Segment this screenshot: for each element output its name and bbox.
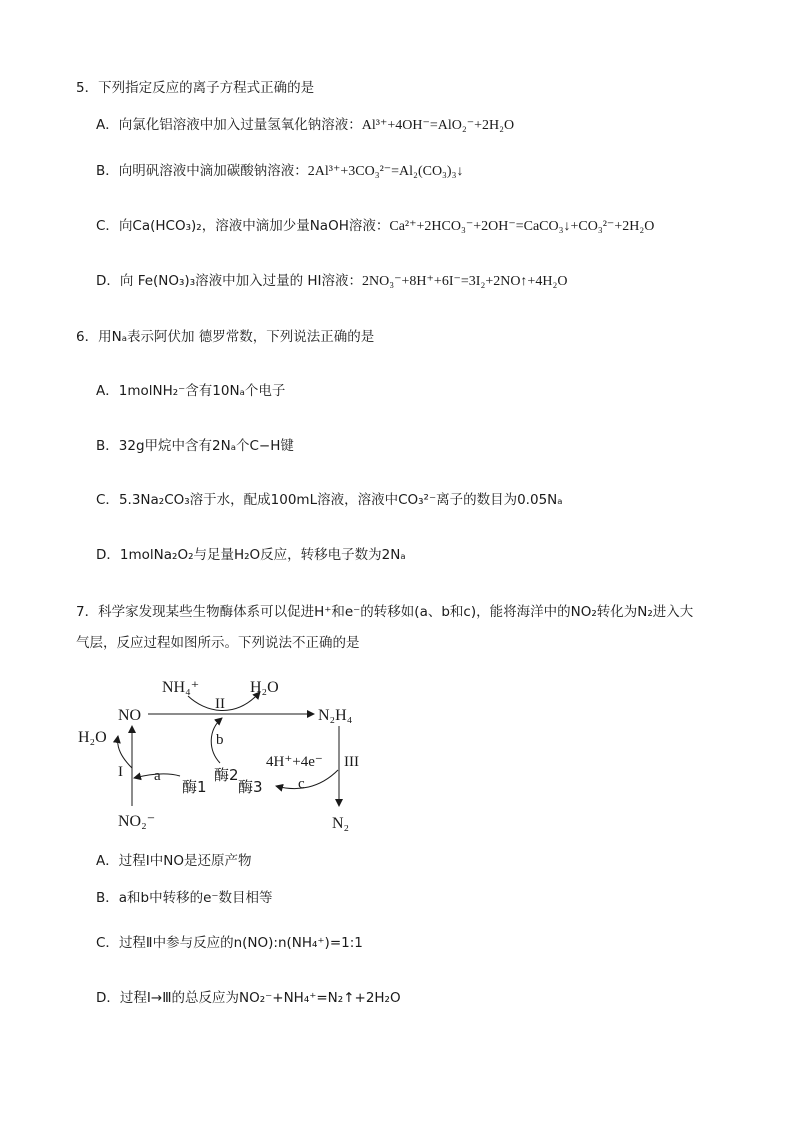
option-label: D． [96, 990, 120, 1006]
label-h-and-e: 4H⁺+4e⁻ [266, 754, 323, 770]
option-text: 向氯化铝溶液中加入过量氢氧化钠溶液： [118, 117, 362, 133]
reaction-pathway-diagram [70, 668, 390, 838]
option-text: a和b中转移的e⁻数目相等 [118, 890, 273, 906]
q7-option-c [96, 934, 363, 952]
label-process-iii: III [344, 754, 359, 770]
option-text: 5.3Na₂CO₃溶于水，配成100mL溶液，溶液中CO₃²⁻离子的数目为0.05Nₐ [118, 492, 563, 508]
label-c: c [298, 776, 305, 792]
label-n2h4: N₂H₄ [318, 707, 353, 724]
q5-option-b [96, 162, 463, 181]
label-n2: N₂ [332, 815, 350, 832]
label-nh4: NH₄⁺ [162, 679, 200, 696]
q7-stem-line2: 气层，反应过程如图所示。下列说法不正确的是 [76, 635, 360, 651]
option-text: 向明矾溶液中滴加碳酸钠溶液： [118, 163, 308, 179]
option-equation: Ca²⁺+2HCO₃⁻+2OH⁻=CaCO₃↓+CO₃²⁻+2H₂O [389, 219, 655, 234]
option-label: C． [96, 218, 119, 234]
q6-option-a [96, 382, 285, 400]
option-text: 过程Ⅱ中参与反应的n(NO):n(NH₄⁺)=1:1 [118, 935, 363, 951]
q5-option-c [96, 217, 654, 236]
q5-option-d [96, 272, 567, 291]
label-h2o-top: H₂O [250, 679, 279, 696]
label-h2o-left: H₂O [78, 729, 107, 746]
label-no: NO [118, 707, 142, 724]
label-process-i: I [118, 764, 123, 780]
q6-option-b [96, 437, 294, 455]
option-label: D． [96, 547, 120, 563]
option-text: 过程Ⅰ→Ⅲ的总反应为NO₂⁻+NH₄⁺=N₂↑+2H₂O [119, 990, 401, 1006]
option-text: 过程Ⅰ中NO是还原产物 [118, 853, 252, 869]
option-label: C． [96, 935, 119, 951]
q6-option-c [96, 491, 563, 509]
option-label: C． [96, 492, 119, 508]
option-equation: 2NO₃⁻+8H⁺+6I⁻=3I₂+2NO↑+4H₂O [362, 274, 568, 289]
option-label: A． [96, 383, 119, 399]
option-label: D． [96, 273, 120, 289]
option-text: 32g甲烷中含有2Nₐ个C−H键 [118, 438, 294, 454]
q5-option-a [96, 116, 514, 135]
label-no2: NO₂⁻ [118, 813, 156, 830]
q7-option-b [96, 889, 273, 907]
label-enzyme2: 酶2 [214, 766, 239, 784]
label-enzyme3: 酶3 [238, 778, 263, 796]
option-label: B． [96, 890, 119, 906]
q7-stem-line1: 7．科学家发现某些生物酶体系可以促进H⁺和e⁻的转移如(a、b和c)，能将海洋中的NO₂转化为N₂进入大 [76, 604, 694, 620]
q7-option-d [96, 989, 401, 1007]
arrow-c [276, 770, 338, 789]
option-label: A． [96, 853, 119, 869]
q6-option-d [96, 546, 406, 564]
option-text: 1molNa₂O₂与足量H₂O反应，转移电子数为2Nₐ [119, 547, 406, 563]
option-text: 向Ca(HCO₃)₂，溶液中滴加少量NaOH溶液： [118, 218, 390, 234]
label-b: b [216, 732, 224, 748]
q6-stem: 6．用Nₐ表示阿伏加 德罗常数，下列说法正确的是 [76, 329, 375, 345]
label-a: a [154, 768, 161, 784]
option-text: 向 Fe(NO₃)₃溶液中加入过量的 HI溶液： [119, 273, 363, 289]
option-label: B． [96, 163, 119, 179]
label-enzyme1: 酶1 [182, 778, 207, 796]
q7-option-a [96, 852, 251, 870]
label-process-ii: II [215, 696, 225, 712]
option-text: 1molNH₂⁻含有10Nₐ个电子 [118, 383, 286, 399]
option-label: B． [96, 438, 119, 454]
option-equation: Al³⁺+4OH⁻=AlO₂⁻+2H₂O [361, 118, 515, 133]
option-equation: 2Al³⁺+3CO₃²⁻=Al₂(CO₃)₃↓ [307, 164, 464, 179]
q5-stem: 5．下列指定反应的离子方程式正确的是 [76, 80, 315, 96]
option-label: A． [96, 117, 119, 133]
